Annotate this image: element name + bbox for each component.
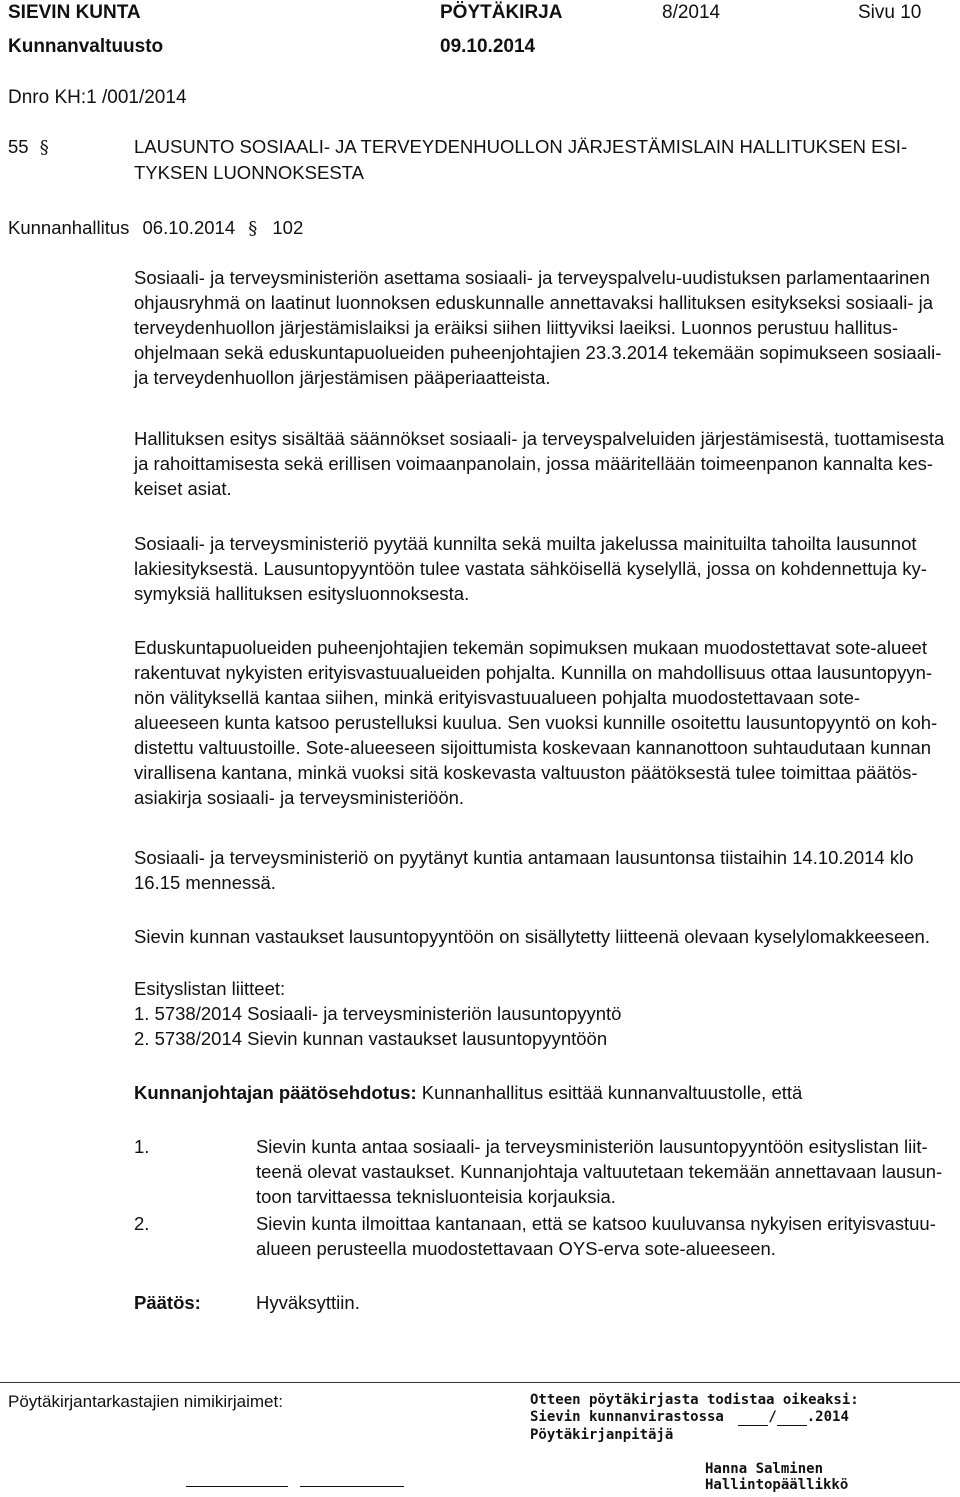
paragraph-line: Sosiaali- ja terveysministeriö pyytää kunnilta sekä muilta jakelussa mainituilta tahoilta lausunnot [134, 533, 917, 554]
paragraph-1 [134, 265, 950, 390]
paragraph-line: ja rahoittamisesta sekä erillisen voimaanpanolain, jossa määritellään toimeenpanon kannalta kes- [134, 453, 934, 474]
paragraph-line: symyksiä hallituksen esitysluonnoksesta. [134, 583, 470, 604]
paragraph-line: nön välityksellä kantaa siihen, minkä erityisvastuualueen pohjalta muodostettavaan sote- [134, 687, 861, 708]
document-type: PÖYTÄKIRJA [440, 2, 563, 23]
proposal-label: Kunnanjohtajan päätösehdotus: [134, 1082, 417, 1103]
paragraph-3 [134, 531, 950, 606]
proposal-item-number: 1. [134, 1136, 150, 1157]
prior-number: 102 [272, 217, 304, 238]
proposal-line [134, 1080, 950, 1105]
certify-text: Otteen pöytäkirjasta todistaa oikeaksi: [530, 1392, 859, 1408]
prior-handling [8, 215, 303, 242]
attachment-item: 2. 5738/2014 Sievin kunnan vastaukset lausuntopyyntöön [134, 1028, 608, 1049]
prior-symbol: § [248, 218, 258, 239]
paragraph-line: ohjelmaan sekä eduskuntapuolueiden puheenjohtajien 23.3.2014 tekemään sopimukseen sosiaali- [134, 342, 942, 363]
paragraph-6 [134, 924, 950, 949]
paragraph-line: rakentuvat nykyisten erityisvastuualueiden pohjalta. Kunnilla on mahdollisuus ottaa lausuntopyyn- [134, 662, 933, 683]
paragraph-line: terveydenhuollon järjestämislaiksi ja eräiksi siihen liittyviksi laeiksi. Luonnos perustuu hallitus- [134, 317, 898, 338]
section-number [8, 134, 49, 161]
paragraph-line: Eduskuntapuolueiden puheenjohtajien tekemän sopimuksen mukaan muodostettavat sote-alueet [134, 637, 927, 658]
paragraph-line: ohjausryhmä on laatinut luonnoksen eduskunnalle annettavaksi hallituksen esitykseksi sosiaali- ja [134, 292, 934, 313]
section-number-value: 55 [8, 136, 29, 157]
section-title [134, 134, 907, 186]
paragraph-line: asiakirja sosiaali- ja terveysministeriöön. [134, 787, 465, 808]
paragraph-line: keiset asiat. [134, 478, 232, 499]
document-number: 8/2014 [662, 2, 721, 23]
attachments [134, 976, 950, 1051]
paragraph-line: Sosiaali- ja terveysministeriön asettama sosiaali- ja terveyspalvelu-uudistuksen parlamentaarinen [134, 267, 930, 288]
paragraph-line: ja terveydenhuollon järjestämisen pääperiaatteista. [134, 367, 551, 388]
dnro: Dnro KH:1 /001/2014 [8, 87, 187, 108]
proposal-item [256, 1211, 952, 1261]
signature-line [186, 1486, 288, 1487]
day-blank [738, 1409, 768, 1426]
proposal-item-line: toon tarvittaessa teknisluonteisia korjauksia. [256, 1186, 616, 1207]
section-title-line: TYKSEN LUONNOKSESTA [134, 162, 364, 183]
certify-place: Sievin kunnanvirastossa [530, 1409, 724, 1425]
municipality-name: SIEVIN KUNTA [8, 2, 141, 23]
paragraph-4 [134, 635, 950, 810]
proposal-text: Kunnanhallitus esittää kunnanvaltuustolle, että [416, 1082, 803, 1103]
proposal-item-line: Sievin kunta ilmoittaa kantanaan, että se katsoo kuuluvansa nykyisen erityisvastuu- [256, 1213, 936, 1234]
certify-place-date [530, 1409, 849, 1426]
proposal-item-line: Sievin kunta antaa sosiaali- ja terveysministeriön lausuntopyyntöön esityslistan liit- [256, 1136, 928, 1157]
section-symbol: § [39, 137, 49, 158]
meeting-body: Kunnanvaltuusto [8, 36, 164, 57]
certify-role: Pöytäkirjanpitäjä [530, 1427, 674, 1443]
paragraph-line: 16.15 mennessä. [134, 872, 276, 893]
decision-label: Päätös: [134, 1292, 201, 1313]
proposal-item-line: teenä olevat vastaukset. Kunnanjohtaja valtuutetaan tekemään annettavaan lausun- [256, 1161, 943, 1182]
paragraph-2 [134, 426, 950, 501]
paragraph-line: Hallituksen esitys sisältää säännökset sosiaali- ja terveyspalveluiden järjestämisestä, tuottamisesta [134, 428, 945, 449]
prior-date: 06.10.2014 [142, 217, 236, 238]
proposal-item-number: 2. [134, 1213, 150, 1234]
paragraph-5 [134, 845, 950, 895]
meeting-date: 09.10.2014 [440, 36, 536, 57]
attachments-heading: Esityslistan liitteet: [134, 978, 286, 999]
paragraph-line: Sosiaali- ja terveysministeriö on pyytänyt kuntia antamaan lausuntonsa tiistaihin 14.10.2014 klo [134, 847, 914, 868]
certify-year: .2014 [806, 1409, 849, 1425]
paragraph-line: lakiesityksestä. Lausuntopyyntöön tulee vastata sähköisellä kyselyllä, jossa on kohdennettuja ky- [134, 558, 927, 579]
signatures-label: Pöytäkirjantarkastajien nimikirjaimet: [8, 1392, 283, 1411]
paragraph-line: virallisena kantana, minkä vuoksi sitä koskevasta valtuuston päätöksestä tulee toimittaa päätös- [134, 762, 918, 783]
prior-body: Kunnanhallitus [8, 217, 130, 238]
paragraph-line: alueeseen kunta katsoo perustelluksi kuulua. Sen vuoksi kunnille osoitettu lausuntopyyntö on koh- [134, 712, 938, 733]
decision-text: Hyväksyttiin. [256, 1292, 360, 1313]
proposal [134, 1080, 950, 1105]
certify-title: Hallintopäällikkö [705, 1477, 849, 1493]
section-title-line: LAUSUNTO SOSIAALI- JA TERVEYDENHUOLLON JÄRJESTÄMISLAIN HALLITUKSEN ESI- [134, 136, 908, 157]
paragraph-line: distettu valtuustoille. Sote-alueeseen sijoittumista koskevaan kannanottoon suhtaudutaan kunnan [134, 737, 932, 758]
month-blank [777, 1409, 807, 1426]
proposal-item-line: alueen perusteella muodostettavaan OYS-erva sote-alueeseen. [256, 1238, 776, 1259]
attachment-item: 1. 5738/2014 Sosiaali- ja terveysministeriön lausuntopyyntö [134, 1003, 622, 1024]
signature-line [300, 1486, 404, 1487]
paragraph-line: Sievin kunnan vastaukset lausuntopyyntöön on sisällytetty liitteenä olevaan kyselylomakkeeseen. [134, 926, 930, 947]
proposal-item [256, 1134, 952, 1209]
footer-divider [0, 1382, 960, 1383]
date-separator: / [768, 1409, 777, 1425]
certify-name: Hanna Salminen [705, 1461, 824, 1477]
page-number: Sivu 10 [858, 2, 922, 23]
